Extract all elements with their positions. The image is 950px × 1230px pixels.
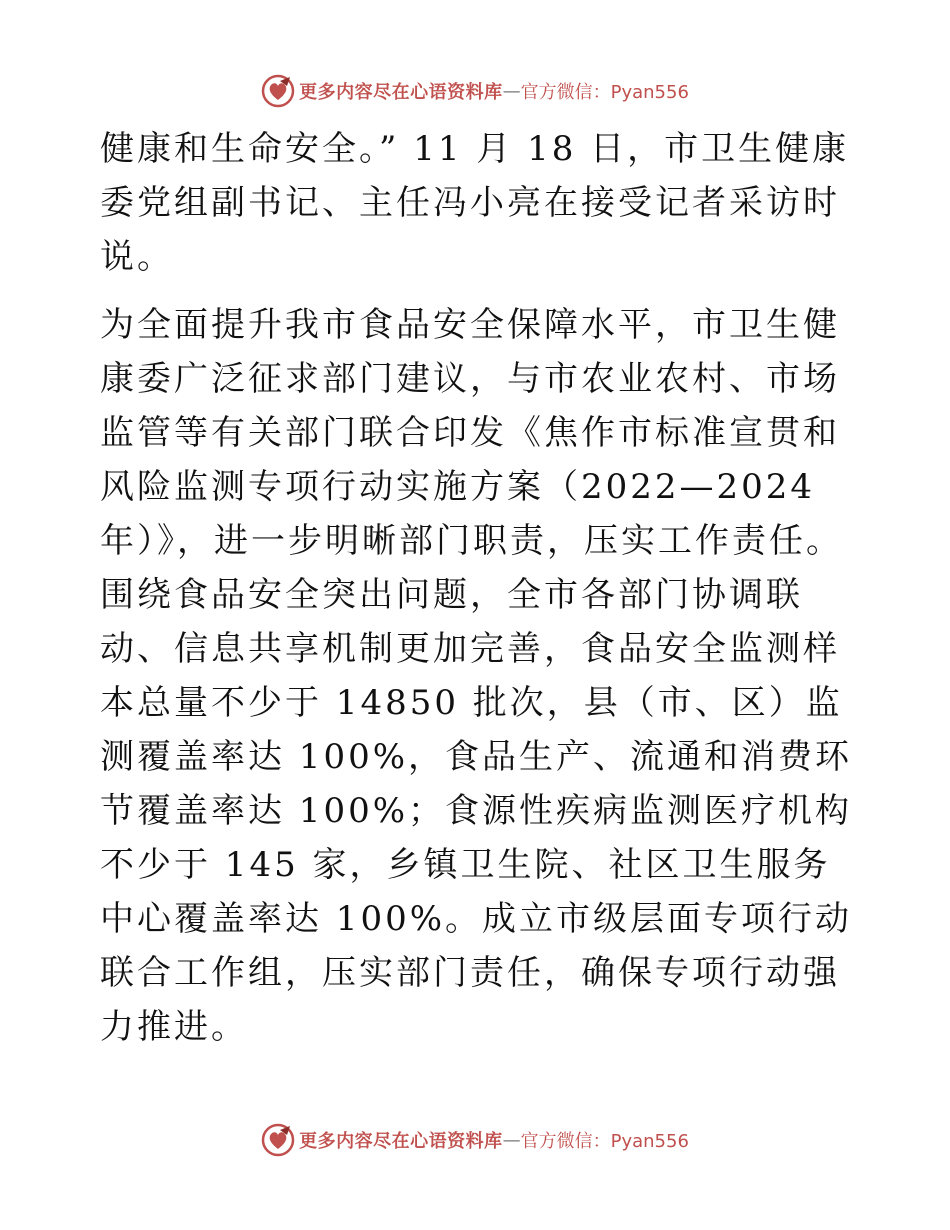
- footer-watermark: [0, 1120, 950, 1160]
- header-watermark: [0, 71, 950, 111]
- paragraph-2: 为全面提升我市食品安全保障水平，市卫生健康委广泛征求部门建议，与市农业农村、市场监管等有关部门联合印发《焦作市标准宣贯和风险监测专项行动实施方案（2022—2024 年）》，进一步明晰部门职责，压实工作责任。围绕食品安全突出问题，全市各部门协调联动、信息共享机制更加完善，食品安全监测样本总量不少于 14850 批次，县（市、区）监测覆盖率达 100%，食品生产、流通和消费环节覆盖率达 100%；食源性疾病监测医疗机构不少于 145 家，乡镇卫生院、社区卫生服务中心覆盖率达 100%。成立市级层面专项行动联合工作组，压实部门责任，确保专项行动强力推进。: [100, 305, 853, 1047]
- watermark-contact-text: 官方微信：Pyan556: [520, 1131, 689, 1152]
- watermark-brand-text: 更多内容尽在心语资料库: [299, 82, 503, 103]
- watermark-separator: —: [502, 80, 521, 102]
- document-body: [100, 122, 860, 1054]
- heart-pen-logo-icon: [261, 74, 295, 108]
- watermark-brand-text: 更多内容尽在心语资料库: [299, 1131, 503, 1152]
- watermark-contact-text: 官方微信：Pyan556: [520, 82, 689, 103]
- watermark-separator: —: [502, 1129, 521, 1151]
- paragraph-1: 健康和生命安全。” 11 月 18 日，市卫生健康委党组副书记、主任冯小亮在接受记者采访时说。: [100, 129, 850, 277]
- heart-pen-logo-icon: [261, 1123, 295, 1157]
